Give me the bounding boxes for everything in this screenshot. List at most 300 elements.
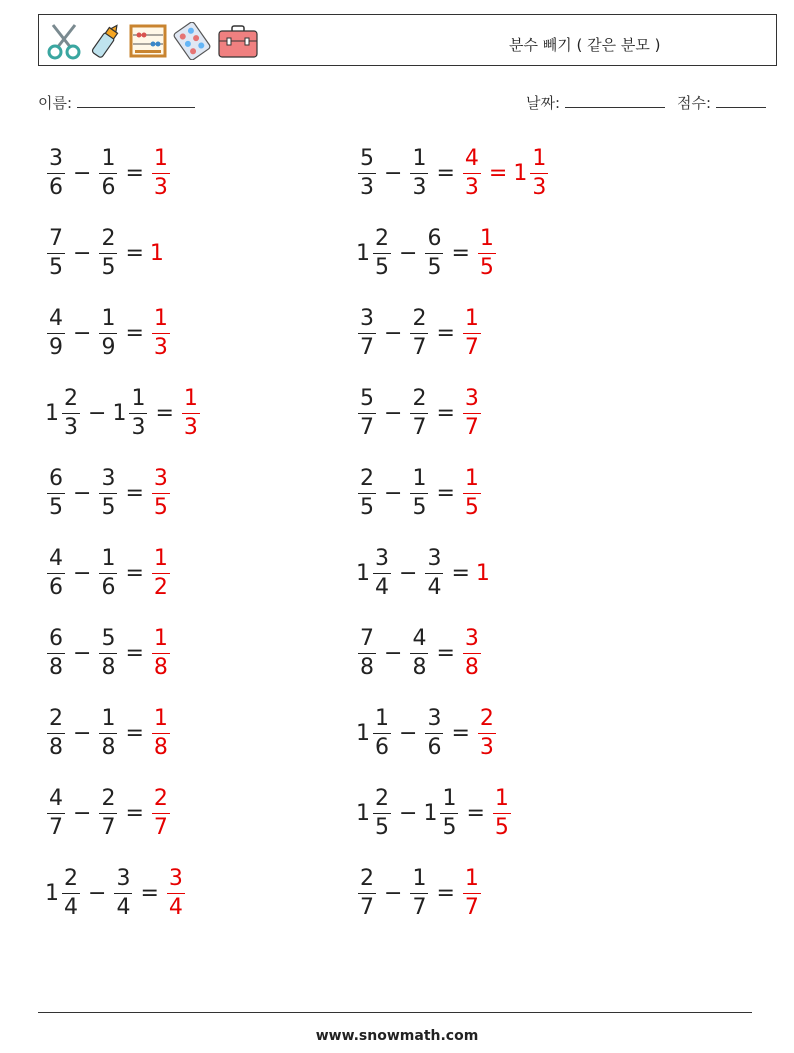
answer-number [476, 225, 498, 280]
minuend-number [45, 785, 67, 840]
date-label: 날짜: [526, 94, 561, 112]
subtrahend-number [97, 305, 119, 360]
answer-number [150, 545, 172, 600]
minus-sign: − [73, 240, 92, 266]
minuend-denominator: 7 [360, 894, 374, 920]
subtrahend-number [423, 785, 460, 840]
minus-sign: − [384, 640, 403, 666]
minuend-denominator: 5 [49, 494, 63, 520]
minuend-numerator: 3 [373, 548, 391, 574]
subtrahend-denominator: 5 [101, 494, 116, 520]
answer-denominator: 8 [464, 654, 479, 680]
minus-sign: − [73, 160, 92, 186]
answer-denominator: 3 [464, 174, 479, 200]
answer-number [461, 385, 483, 440]
answer-numerator: 4 [463, 148, 481, 174]
answer-denominator: 3 [153, 174, 168, 200]
answer-numerator: 1 [182, 388, 200, 414]
subtrahend-numerator: 3 [114, 868, 132, 894]
minuend-denominator: 7 [360, 334, 374, 360]
minuend-denominator: 6 [49, 174, 63, 200]
minuend-numerator: 5 [358, 388, 376, 414]
answer-number [461, 305, 483, 360]
answer-fraction [463, 465, 481, 520]
subtrahend-fraction [99, 145, 117, 200]
subtrahend-fraction [114, 865, 132, 920]
glue-icon [89, 22, 123, 60]
equals-sign: = [125, 320, 144, 346]
answer-fraction [152, 625, 170, 680]
subtrahend-denominator: 5 [442, 814, 457, 840]
answer-number [150, 305, 172, 360]
subtrahend-number [97, 705, 119, 760]
subtrahend-numerator: 1 [410, 868, 428, 894]
subtrahend-numerator: 3 [99, 468, 117, 494]
equals-sign: = [125, 560, 144, 586]
equals-sign: = [436, 640, 455, 666]
answer-fraction [478, 225, 496, 280]
answer-denominator: 5 [153, 494, 168, 520]
name-label: 이름: [38, 94, 73, 112]
answer-whole: 1 [513, 160, 528, 186]
minuend-numerator: 4 [47, 788, 65, 814]
minuend-whole: 1 [45, 880, 59, 906]
minus-sign: − [384, 400, 403, 426]
minuend-whole: 1 [356, 240, 370, 266]
minuend-numerator: 6 [47, 628, 65, 654]
subtrahend-denominator: 8 [101, 654, 116, 680]
subtrahend-number [408, 305, 430, 360]
name-blank[interactable] [77, 93, 195, 108]
answer [461, 465, 483, 520]
subtrahend-fraction [99, 785, 117, 840]
subtrahend-number [112, 385, 149, 440]
equals-sign: = [125, 640, 144, 666]
minuend-fraction [358, 625, 376, 680]
minuend-whole: 1 [45, 400, 59, 426]
subtrahend-numerator: 1 [99, 548, 117, 574]
minus-sign: − [73, 720, 92, 746]
subtrahend-fraction [129, 385, 147, 440]
equals-sign: = [436, 400, 455, 426]
answer-denominator: 2 [153, 574, 168, 600]
answer-fraction [152, 145, 170, 200]
subtrahend-whole: 1 [112, 400, 127, 426]
answer [150, 305, 172, 360]
subtrahend-denominator: 6 [427, 734, 442, 760]
answer-denominator: 5 [464, 494, 479, 520]
equals-sign: = [125, 480, 144, 506]
subtrahend-numerator: 4 [410, 628, 428, 654]
minuend-numerator: 3 [47, 148, 65, 174]
worksheet-header [38, 14, 777, 66]
subtrahend-fraction [425, 705, 443, 760]
minuend-denominator: 7 [49, 814, 63, 840]
answer-number [150, 625, 172, 680]
minuend-number [45, 865, 82, 920]
footer-divider [38, 1012, 752, 1013]
answer-whole: 1 [149, 240, 164, 266]
answer-number [150, 465, 172, 520]
minuend-numerator: 4 [47, 308, 65, 334]
subtrahend-numerator: 2 [99, 228, 117, 254]
name-field [38, 92, 195, 113]
minuend-number [45, 385, 82, 440]
minuend-fraction [47, 625, 65, 680]
minuend-numerator: 3 [358, 308, 376, 334]
subtrahend-fraction [410, 625, 428, 680]
answer-number [461, 145, 483, 200]
minus-sign: − [73, 800, 92, 826]
answer-number [150, 785, 172, 840]
subtrahend-fraction [425, 545, 443, 600]
minuend-denominator: 3 [360, 174, 374, 200]
answer-number [461, 625, 483, 680]
minus-sign: − [399, 800, 418, 826]
answer [461, 865, 483, 920]
problem-item [45, 378, 202, 448]
equals-sign: = [140, 880, 159, 906]
minuend-fraction [47, 225, 65, 280]
answer [476, 225, 498, 280]
header-icons [45, 20, 259, 62]
equals-sign: = [436, 880, 455, 906]
answer-numerator: 1 [463, 468, 481, 494]
subtrahend-numerator: 6 [425, 228, 443, 254]
subtrahend-number [97, 145, 119, 200]
minuend-fraction [358, 465, 376, 520]
subtrahend-number [97, 465, 119, 520]
minuend-number [45, 465, 67, 520]
minuend-fraction [358, 305, 376, 360]
minuend-number [356, 145, 378, 200]
answer [150, 705, 172, 760]
answer [150, 785, 172, 840]
minuend-numerator: 2 [62, 388, 80, 414]
answer-denominator: 4 [168, 894, 183, 920]
minuend-fraction [47, 785, 65, 840]
answer-numerator: 1 [152, 628, 170, 654]
minuend-denominator: 7 [360, 414, 374, 440]
subtrahend-number [97, 225, 119, 280]
minuend-number [356, 545, 393, 600]
problem-item [45, 218, 165, 288]
minuend-number [45, 545, 67, 600]
subtrahend-number [408, 465, 430, 520]
subtrahend-fraction [99, 545, 117, 600]
date-blank[interactable] [565, 93, 665, 108]
equals-sign: = [466, 800, 485, 826]
minuend-number [45, 705, 67, 760]
answer-denominator: 5 [479, 254, 494, 280]
problem-item [45, 538, 172, 608]
problem-item [356, 618, 483, 688]
minuend-numerator: 1 [373, 708, 391, 734]
subtrahend-fraction [99, 305, 117, 360]
subtrahend-numerator: 2 [99, 788, 117, 814]
answer-whole: 1 [475, 560, 490, 586]
problem-item [45, 858, 187, 928]
minuend-fraction [358, 145, 376, 200]
minuend-denominator: 4 [375, 574, 389, 600]
subtrahend-numerator: 3 [425, 708, 443, 734]
equals-sign: = [451, 240, 470, 266]
minuend-fraction [62, 865, 80, 920]
minus-sign: − [384, 320, 403, 346]
answer-denominator: 7 [464, 334, 479, 360]
minus-sign: − [73, 480, 92, 506]
scissors-icon [45, 22, 83, 60]
answer-numerator: 3 [463, 628, 481, 654]
minus-sign: − [399, 560, 418, 586]
subtrahend-number [408, 625, 430, 680]
minuend-number [356, 225, 393, 280]
equals-sign: = [125, 720, 144, 746]
answer-denominator: 3 [479, 734, 494, 760]
answer [461, 145, 550, 200]
subtrahend-numerator: 1 [99, 308, 117, 334]
answer-number [513, 145, 550, 200]
answer [476, 705, 498, 760]
briefcase-icon [217, 23, 259, 59]
answer [165, 865, 187, 920]
problem-item [356, 458, 483, 528]
minus-sign: − [73, 640, 92, 666]
minuend-number [356, 305, 378, 360]
subtrahend-fraction [410, 145, 428, 200]
answer-denominator: 3 [532, 174, 547, 200]
equals-sign: = [451, 560, 470, 586]
answer-fraction [152, 465, 170, 520]
subtrahend-numerator: 2 [410, 388, 428, 414]
score-blank[interactable] [716, 93, 766, 108]
subtrahend-denominator: 4 [427, 574, 442, 600]
problem-item [356, 378, 483, 448]
answer-fraction [463, 305, 481, 360]
subtrahend-denominator: 7 [101, 814, 116, 840]
answer-number [150, 241, 165, 266]
subtrahend-number [408, 145, 430, 200]
answer-fraction [478, 705, 496, 760]
problem-item [45, 138, 172, 208]
subtrahend-fraction [99, 465, 117, 520]
subtrahend-fraction [410, 465, 428, 520]
subtrahend-denominator: 9 [101, 334, 116, 360]
minus-sign: − [73, 560, 92, 586]
subtrahend-number [112, 865, 134, 920]
minuend-fraction [47, 705, 65, 760]
page-title: 분수 빼기 ( 같은 분모 ) [509, 36, 661, 54]
minuend-denominator: 8 [49, 654, 63, 680]
minuend-fraction [358, 865, 376, 920]
minuend-fraction [62, 385, 80, 440]
minus-sign: − [73, 320, 92, 346]
answer-fraction [152, 305, 170, 360]
minus-sign: − [399, 720, 418, 746]
answer-numerator: 1 [152, 148, 170, 174]
answer [476, 561, 491, 586]
minus-sign: − [384, 480, 403, 506]
minuend-number [45, 225, 67, 280]
minus-sign: − [399, 240, 418, 266]
minuend-numerator: 4 [47, 548, 65, 574]
minuend-denominator: 5 [49, 254, 63, 280]
answer [180, 385, 202, 440]
minuend-number [356, 385, 378, 440]
answer-number [150, 145, 172, 200]
answer-number [165, 865, 187, 920]
answer-numerator: 1 [478, 228, 496, 254]
answer-numerator: 2 [152, 788, 170, 814]
problem-item [356, 298, 483, 368]
answer-denominator: 3 [183, 414, 198, 440]
minuend-fraction [358, 385, 376, 440]
subtrahend-denominator: 7 [412, 334, 427, 360]
subtrahend-numerator: 1 [129, 388, 147, 414]
minuend-numerator: 2 [358, 868, 376, 894]
subtrahend-numerator: 1 [410, 148, 428, 174]
minuend-numerator: 2 [358, 468, 376, 494]
minuend-denominator: 8 [360, 654, 374, 680]
minuend-fraction [47, 305, 65, 360]
minuend-denominator: 5 [375, 254, 389, 280]
answer-fraction [167, 865, 185, 920]
subtrahend-denominator: 5 [101, 254, 116, 280]
pill-pack-icon [173, 22, 211, 60]
answer [150, 545, 172, 600]
minus-sign: − [384, 880, 403, 906]
answer-fraction [493, 785, 511, 840]
problem-item [356, 538, 491, 608]
subtrahend-denominator: 6 [101, 574, 116, 600]
answer-numerator: 1 [463, 868, 481, 894]
answer [150, 241, 165, 266]
minuend-fraction [373, 225, 391, 280]
subtrahend-number [408, 865, 430, 920]
subtrahend-number [423, 705, 445, 760]
minuend-fraction [373, 545, 391, 600]
minuend-denominator: 8 [49, 734, 63, 760]
subtrahend-numerator: 1 [99, 148, 117, 174]
minus-sign: − [88, 880, 107, 906]
subtrahend-denominator: 7 [412, 414, 427, 440]
answer-numerator: 2 [478, 708, 496, 734]
subtrahend-number [97, 785, 119, 840]
answer-denominator: 7 [464, 894, 479, 920]
problem-item [356, 698, 498, 768]
subtrahend-denominator: 4 [116, 894, 131, 920]
answer-fraction [152, 545, 170, 600]
answer-denominator: 8 [153, 654, 168, 680]
answer-fraction [152, 705, 170, 760]
answer-denominator: 5 [494, 814, 509, 840]
minuend-numerator: 7 [358, 628, 376, 654]
minuend-fraction [47, 465, 65, 520]
answer [461, 385, 483, 440]
answer-numerator: 1 [152, 308, 170, 334]
subtrahend-number [97, 545, 119, 600]
answer-equals-sign: = [488, 160, 508, 186]
minus-sign: − [88, 400, 107, 426]
answer-fraction [463, 145, 481, 200]
answer-fraction [152, 785, 170, 840]
abacus-icon [129, 24, 167, 58]
answer-number [476, 705, 498, 760]
subtrahend-fraction [99, 625, 117, 680]
minuend-numerator: 2 [373, 788, 391, 814]
subtrahend-denominator: 3 [412, 174, 427, 200]
answer-fraction [463, 865, 481, 920]
subtrahend-denominator: 5 [412, 494, 427, 520]
minuend-numerator: 7 [47, 228, 65, 254]
answer-fraction [182, 385, 200, 440]
subtrahend-number [423, 545, 445, 600]
problem-item [45, 698, 172, 768]
minuend-number [356, 465, 378, 520]
equals-sign: = [155, 400, 174, 426]
subtrahend-fraction [425, 225, 443, 280]
minuend-numerator: 2 [47, 708, 65, 734]
subtrahend-numerator: 2 [410, 308, 428, 334]
equals-sign: = [451, 720, 470, 746]
answer [461, 305, 483, 360]
problem-item [356, 778, 513, 848]
answer-numerator: 3 [152, 468, 170, 494]
subtrahend-numerator: 1 [440, 788, 458, 814]
minuend-numerator: 5 [358, 148, 376, 174]
subtrahend-number [408, 385, 430, 440]
answer-fraction [530, 145, 548, 200]
answer-numerator: 1 [463, 308, 481, 334]
equals-sign: = [125, 800, 144, 826]
answer-number [461, 465, 483, 520]
minuend-whole: 1 [356, 800, 370, 826]
problem-item [356, 858, 483, 928]
score-label: 점수: [677, 94, 712, 112]
minuend-fraction [47, 145, 65, 200]
answer-fraction [463, 625, 481, 680]
problem-item [45, 618, 172, 688]
problem-item [45, 298, 172, 368]
answer-number [150, 705, 172, 760]
minuend-fraction [373, 705, 391, 760]
answer [150, 145, 172, 200]
subtrahend-denominator: 5 [427, 254, 442, 280]
answer-denominator: 8 [153, 734, 168, 760]
answer-denominator: 3 [153, 334, 168, 360]
minuend-whole: 1 [356, 720, 370, 746]
answer [491, 785, 513, 840]
subtrahend-fraction [440, 785, 458, 840]
subtrahend-fraction [410, 305, 428, 360]
answer-numerator: 1 [152, 548, 170, 574]
minuend-denominator: 5 [375, 814, 389, 840]
subtrahend-numerator: 3 [425, 548, 443, 574]
minuend-whole: 1 [356, 560, 370, 586]
problem-item [45, 778, 172, 848]
answer-numerator: 1 [493, 788, 511, 814]
subtrahend-whole: 1 [423, 800, 438, 826]
answer-numerator: 3 [167, 868, 185, 894]
minuend-number [356, 625, 378, 680]
subtrahend-denominator: 8 [101, 734, 116, 760]
answer-fraction [463, 385, 481, 440]
problem-item [45, 458, 172, 528]
score-field [677, 92, 766, 113]
minus-sign: − [384, 160, 403, 186]
answer-numerator: 1 [152, 708, 170, 734]
subtrahend-numerator: 5 [99, 628, 117, 654]
